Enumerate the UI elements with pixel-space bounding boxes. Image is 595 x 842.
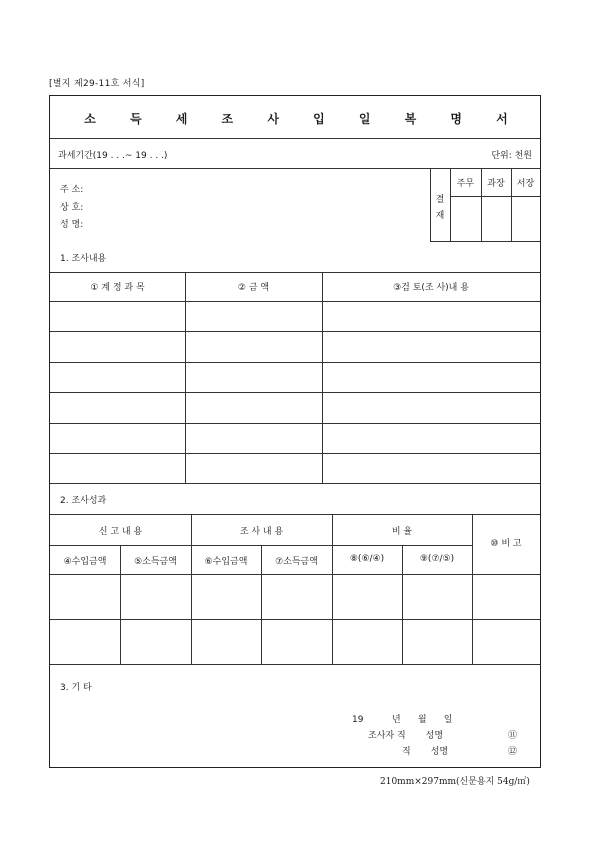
- group-investigated: 조 사 내 용: [239, 527, 284, 537]
- table-row: [50, 362, 540, 363]
- table-row: [50, 453, 540, 454]
- col-review: ③검 토(조 사)내 용: [393, 283, 469, 293]
- divider: [50, 138, 540, 139]
- table-row: [50, 423, 540, 424]
- table-border: [50, 483, 540, 484]
- tax-period-label: 과세기간(19 . . .~ 19 . . .): [58, 151, 168, 161]
- col-amount: ② 금 액: [237, 283, 270, 293]
- col-reported-revenue: ④수입금액: [63, 557, 107, 567]
- address-label: 주 소:: [60, 185, 84, 195]
- table-border: [50, 664, 540, 665]
- approval-col-manager: 주무: [456, 179, 475, 189]
- approval-border: [450, 196, 540, 197]
- col-investigated-income: ⑦소득금액: [275, 557, 318, 567]
- table-border: [120, 545, 121, 664]
- table-border: [50, 514, 540, 515]
- section2-heading: 2. 조사성과: [60, 496, 107, 506]
- divider: [50, 168, 540, 169]
- table-border: [261, 545, 262, 664]
- investigator-seal-mark: ⑪: [508, 731, 518, 741]
- form-title: 소 득 세 조 사 입 일 복 명 서: [84, 112, 523, 126]
- col-remarks: ⑩ 비 고: [490, 539, 522, 549]
- table-border: [50, 272, 540, 273]
- table-border: [191, 514, 192, 664]
- table-border: [50, 574, 540, 575]
- table-row: [50, 392, 540, 393]
- table-row: [50, 331, 540, 332]
- group-reported: 신 고 내 용: [98, 527, 143, 537]
- approval-border: [430, 241, 540, 242]
- table-border: [50, 301, 540, 302]
- unit-label: 단위: 천원: [491, 151, 532, 161]
- section1-heading: 1. 조사내용: [60, 254, 107, 264]
- approval-col-office-chief: 서장: [516, 179, 535, 189]
- table-border: [472, 514, 473, 664]
- paper-spec-footer: 210mm×297mm(신문용지 54g/㎡): [380, 777, 530, 787]
- person-name-label: 성 명:: [60, 220, 84, 230]
- table-border: [185, 272, 186, 483]
- form-frame: [49, 95, 541, 768]
- investigator-line: 조사자 직 성명: [368, 731, 444, 741]
- col-investigated-revenue: ⑥수입금액: [204, 557, 248, 567]
- col-ratio-income: ⑨(⑦/⑤): [419, 554, 455, 564]
- date-line: 19 년 월 일: [352, 715, 453, 725]
- approval-label: 결 재: [435, 195, 445, 221]
- shop-name-label: 상 호:: [60, 203, 84, 213]
- form-number-label: [별지 제29-11호 서식]: [49, 79, 145, 89]
- table-row: [50, 619, 540, 620]
- col-ratio-revenue: ⑧(⑥/④): [349, 554, 385, 564]
- position-seal-mark: ⑫: [508, 747, 518, 757]
- col-reported-income: ⑤소득금액: [134, 557, 177, 567]
- table-border: [332, 514, 333, 664]
- position-line: 직 성명: [402, 747, 449, 757]
- table-border: [322, 272, 323, 483]
- section3-heading: 3. 기 타: [60, 683, 92, 693]
- table-border: [402, 545, 403, 664]
- col-account: ① 계 정 과 목: [90, 283, 145, 293]
- group-ratio: 비 율: [391, 527, 413, 537]
- approval-col-section-chief: 과장: [487, 179, 505, 189]
